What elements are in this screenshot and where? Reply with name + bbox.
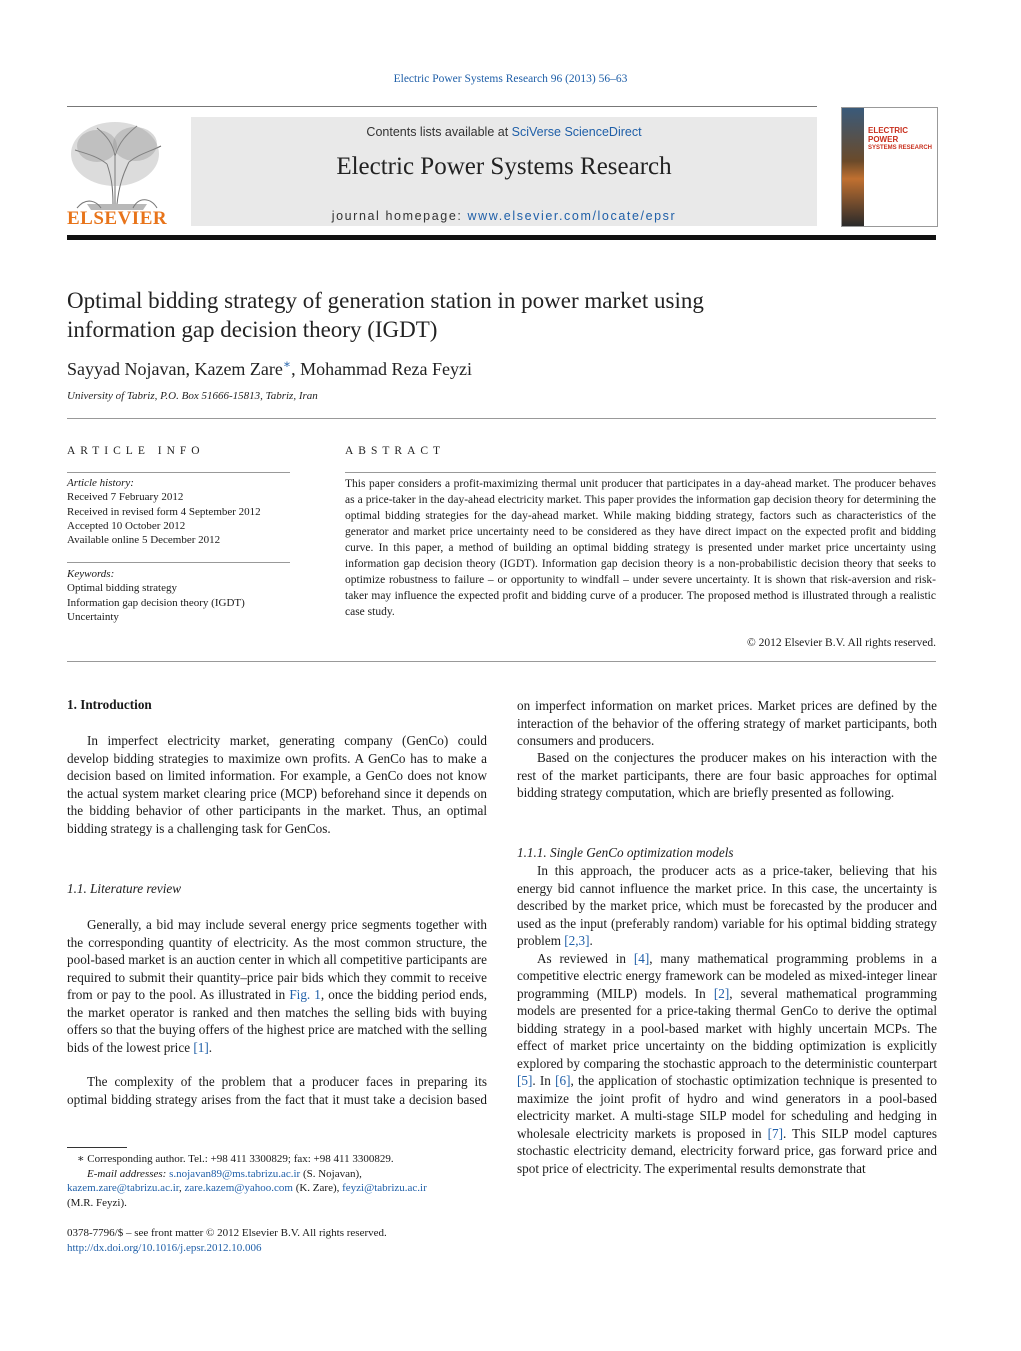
history-accepted: Accepted 10 October 2012: [67, 519, 186, 532]
email-owner: (M.R. Feyzi).: [67, 1196, 127, 1209]
doi-link[interactable]: http://dx.doi.org/10.1016/j.epsr.2012.10.006: [67, 1242, 262, 1254]
body-rule: [67, 661, 936, 662]
paragraph-3-continued: [517, 697, 937, 749]
text-run: , several mathematical programming models are presented for a price-taking thermal GenCo to derive the optimal bidding strategy in a pool-based market with highly uncertain MCPs. The effect of market price uncertainty on the bidding optimization is explicitly explored by comparing the stochastic approach to the deterministic counterpart: [517, 985, 938, 1071]
homepage-link[interactable]: www.elsevier.com/locate/epsr: [467, 209, 677, 223]
keywords-rule: [67, 562, 290, 563]
reference-4-link[interactable]: [4]: [633, 950, 650, 966]
email-line: [67, 1167, 487, 1182]
abstract-heading: ABSTRACT: [345, 445, 446, 457]
article-info-heading: ARTICLE INFO: [67, 445, 205, 457]
keywords-label: Keywords:: [67, 568, 115, 580]
cover-title: [868, 126, 936, 153]
email-label: E-mail addresses:: [87, 1167, 170, 1180]
figure-1-link[interactable]: Fig. 1: [289, 987, 321, 1002]
reference-5-link[interactable]: [5]: [517, 1073, 533, 1088]
literature-paragraphs: [67, 916, 487, 1056]
journal-citation[interactable]: Electric Power Systems Research 96 (2013) 56–63: [393, 73, 628, 85]
article-title: [67, 286, 937, 344]
paragraph: In imperfect electricity market, generating company (GenCo) could develop bidding strategies to maximize own profits. A GenCo has to make a decision based on limited information. For example, a GenCo does not know the actual system market clearing price (MCP) beforehand since it depends on the bidding behavior of other participants in the market. Thus, an optimal bidding strategy is a challenging task for GenCos.: [67, 733, 487, 836]
history-received: Received 7 February 2012: [67, 491, 184, 504]
elsevier-logo: [67, 116, 167, 228]
info-rule: [67, 418, 936, 419]
text-run: , once the bidding period ends, the market operator is ranked and then matches the selling bids with buying offers so that the buying offers of the highest price are matched with the selling bids of the lowest price: [67, 987, 487, 1055]
email-owner: (S. Nojavan),: [300, 1167, 362, 1180]
email-owner: (K. Zare),: [292, 1182, 343, 1194]
author-list: [67, 357, 472, 380]
paragraph: [517, 862, 937, 950]
title-line-1: Optimal bidding strategy of generation station in power market using: [67, 288, 704, 313]
journal-name: Electric Power Systems Research: [336, 153, 672, 180]
header-rule: [67, 106, 817, 107]
article-history: [67, 476, 290, 547]
reference-6-link[interactable]: [6]: [555, 1073, 571, 1088]
reference-1-link[interactable]: [1]: [193, 1039, 209, 1055]
keyword-item: Optimal bidding strategy: [67, 582, 177, 595]
email-separator: ,: [178, 1182, 185, 1194]
cover-image-strip: [842, 108, 864, 226]
email-link[interactable]: zare.kazem@yahoo.com: [184, 1182, 293, 1194]
text-run: As reviewed in: [537, 950, 634, 966]
reference-2-3-link[interactable]: [2,3]: [564, 933, 590, 948]
corresponding-author-mark[interactable]: ∗: [282, 357, 292, 371]
section-1-1-1-heading: 1.1.1. Single GenCo optimization models: [517, 845, 734, 860]
single-genco-paragraphs: [517, 862, 937, 1177]
paragraph: [517, 950, 937, 1178]
homepage-prefix: journal homepage:: [331, 209, 468, 223]
abstract-rule: [345, 472, 936, 473]
text-run: . This SILP model captures stochastic electricity demand, electricity forward price, gas forward price and spot price of electricity. The experimental results demonstrate that: [517, 1125, 938, 1176]
contents-line: [191, 125, 817, 139]
reference-7-link[interactable]: [7]: [767, 1125, 783, 1141]
text-run: , the application of stochastic optimization technique is presented to maximize the joint profit of hydro and wind generators in a pool-based electricity market. A multi-stage SILP model for scheduling and hedging in wholesale electricity markets is proposed in: [517, 1073, 937, 1141]
paragraph: The complexity of the problem that a producer faces in preparing its optimal bidding strategy arises from the fact that it must take a decision based: [67, 1074, 487, 1107]
section-1-1-heading: 1.1. Literature review: [67, 881, 182, 896]
text-run: . In: [532, 1073, 556, 1088]
article-info-rule: [67, 472, 290, 473]
paragraph: on imperfect information on market prices. Market prices are defined by the interaction of the behavior of the offering strategy of market participants, both consumers and producers.: [517, 698, 937, 748]
email-line: [67, 1181, 487, 1196]
reference-2-link[interactable]: [2]: [713, 985, 730, 1001]
keyword-item: Information gap decision theory (IGDT): [67, 596, 245, 609]
author-3: , Mohammad Reza Feyzi: [291, 359, 473, 379]
header-thick-rule: [67, 235, 936, 240]
abstract-copyright: © 2012 Elsevier B.V. All rights reserved.: [747, 637, 936, 649]
cover-title-line1: ELECTRIC POWER: [868, 126, 908, 144]
journal-banner: [191, 117, 817, 226]
section-1-heading: 1. Introduction: [67, 697, 152, 712]
keyword-item: Uncertainty: [67, 610, 119, 623]
sciencedirect-link[interactable]: SciVerse ScienceDirect: [511, 125, 642, 139]
paragraph: [67, 916, 487, 1056]
text-run: .: [208, 1039, 213, 1055]
contents-prefix: Contents lists available at: [366, 125, 512, 139]
title-line-2: information gap decision theory (IGDT): [67, 317, 438, 342]
email-link[interactable]: feyzi@tabrizu.ac.ir: [342, 1182, 427, 1194]
email-link[interactable]: s.nojavan89@ms.tabrizu.ac.ir: [169, 1167, 301, 1180]
footnotes: [67, 1152, 487, 1210]
author-1: Sayyad Nojavan,: [67, 359, 195, 379]
history-revised: Received in revised form 4 September 2012: [67, 505, 261, 518]
affiliation: University of Tabriz, P.O. Box 51666-15813, Tabriz, Iran: [67, 390, 318, 402]
history-online: Available online 5 December 2012: [67, 534, 221, 547]
text-run: .: [589, 933, 593, 948]
author-2: Kazem Zare: [194, 359, 283, 379]
abstract-text: This paper considers a profit-maximizing thermal unit producer that participates in a day-ahead market. The producer behaves as a price-taker in the day-ahead electricity market. This paper provides the information gap decision theory for determining the optimal bidding strategies for the day-ahead market. While making bidding strategy, factors such as characteristics of the generator and market price uncertainty need to be considered as they have direct impact on the expected profit and bidding curve. In this paper, a method of building an optimal bidding strategy is presented under market price uncertainty using information gap decision theory (IGDT). Information gap decision theory is a non-probabilistic decision theory that seeks to optimize robustness to failure – or opportunity to windfall – under severe uncertainty. It is shown that risk-aversion and risk-taker may influence the expected profit and bidding curve of a producer. The proposed method is illustrated through a realistic case study.: [345, 478, 936, 618]
elsevier-wordmark: ELSEVIER: [67, 208, 168, 229]
keywords: [67, 567, 290, 624]
issn-block: [67, 1226, 487, 1256]
cover-title-line2: SYSTEMS RESEARCH: [868, 145, 933, 151]
paragraph-3-start: [67, 1073, 487, 1108]
homepage-line: [191, 209, 817, 223]
issn-line: 0378-7796/$ – see front matter © 2012 Elsevier B.V. All rights reserved.: [67, 1227, 387, 1239]
footnote-rule: [67, 1147, 127, 1148]
history-label: Article history:: [67, 477, 134, 489]
paragraph-4: [517, 749, 937, 802]
text-run: In this approach, the producer acts as a price-taker, believing that his energy bid cannot influence the market price. In this case, the uncertainty is described by the market price, which must be forecasted by the producer and used as the input (preferably random) variable for his optimal bidding strategy problem: [517, 863, 937, 948]
corresponding-author-note: ∗ Corresponding author. Tel.: +98 411 3300829; fax: +98 411 3300829.: [77, 1153, 394, 1165]
intro-paragraph-1: [67, 732, 487, 837]
journal-cover[interactable]: [841, 107, 938, 227]
email-link[interactable]: kazem.zare@tabrizu.ac.ir: [67, 1182, 179, 1194]
paragraph: Based on the conjectures the producer makes on his interaction with the rest of the market participants, there are four basic approaches for optimal bidding strategy computation, which are briefly presented as following.: [517, 750, 937, 800]
text-run: Generally, a bid may include several energy price segments together with the corresponding quantity of electricity. As the most common structure, the pool-based market is an auction center in which all competitive participants are required to submit their quantity–price pair bids which they commit to receive from or pay to the pool. As illustrated in: [67, 917, 487, 1002]
text-run: , many mathematical programming problems in a competitive electric energy framework can be modeled as mixed-integer linear programming (MILP) models. In: [517, 950, 937, 1001]
